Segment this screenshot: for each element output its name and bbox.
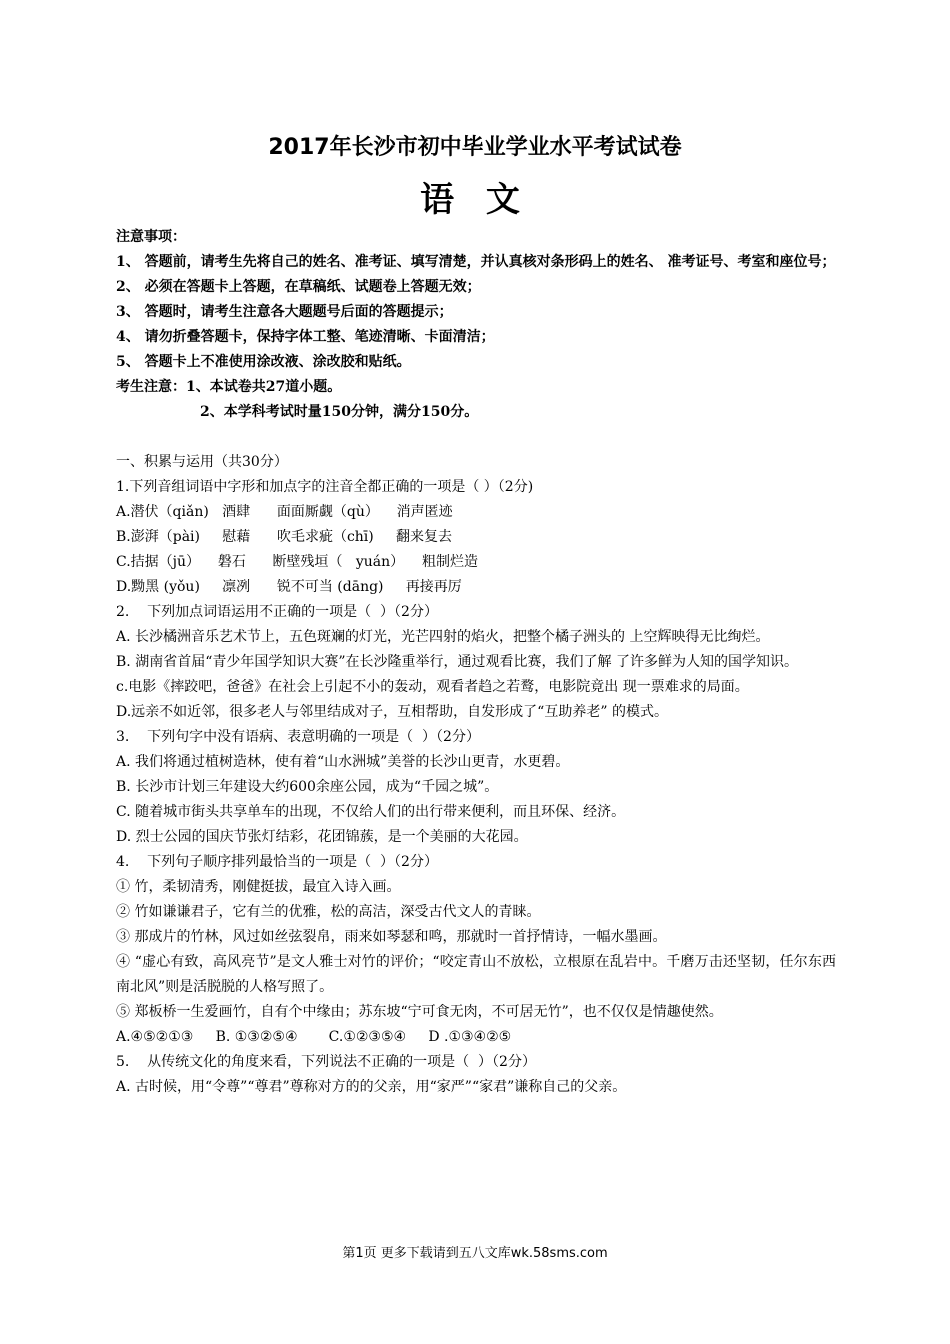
notice-item-1: 1、 答题前，请考生先将自己的姓名、准考证、填写清楚，并认真核对条形码上的姓名、 准考证号、考室和座位号； [116, 254, 836, 270]
q1-option-b: B.澎湃（pài) 慰藉 吹毛求疵（chī) 翻来复去 [116, 529, 452, 545]
page-content [116, 225, 836, 1100]
q3-option-a: A. 我们将通过植树造林，使有着“山水洲城”美誉的长沙山更青，水更碧。 [116, 754, 570, 770]
q4-sentence-5: ⑤ 郑板桥一生爱画竹，自有个中缘由；苏东坡“宁可食无肉，不可居无竹”，也不仅仅是情趣使然。 [116, 1004, 723, 1020]
q4-sentence-1: ① 竹，柔韧清秀，刚健挺拔，最宜入诗入画。 [116, 879, 401, 895]
notice-item-5: 5、 答题卡上不准使用涂改液、涂改胶和贴纸。 [116, 354, 411, 370]
notice-item-2: 2、 必须在答题卡上答题，在草稿纸、试题卷上答题无效； [116, 279, 481, 295]
q1-stem: 1.下列音组词语中字形和加点字的注音全都正确的一项是（ ）（2分) [116, 479, 534, 495]
q2-option-a: A. 长沙橘洲音乐艺术节上，五色斑斓的灯光，光芒四射的焰火，把整个橘子洲头的 上空辉映得无比绚烂。 [116, 629, 770, 645]
q1-option-a: A.潜伏（qiǎn) 酒肆 面面厮觑（qù） 消声匿迹 [116, 504, 453, 520]
q4-sentence-4: ④ “虚心有致，高风亮节”是文人雅士对竹的评价；“咬定青山不放松，立根原在乱岩中。千磨万击还坚韧，任尔东西南北风”则是活脱脱的人格写照了。 [116, 954, 836, 995]
q2-option-b: B. 湖南省首届“青少年国学知识大赛”在长沙隆重举行，通过观看比赛，我们了解 了许多鲜为人知的国学知识。 [116, 654, 798, 670]
exam-note-2: 2、本学科考试时量150分钟，满分150分。 [200, 404, 479, 420]
exam-title: 2017年长沙市初中毕业学业水平考试试卷 [268, 135, 682, 160]
q3-stem: 3. 下列句字中没有语病、表意明确的一项是（ ）（2分） [116, 729, 480, 745]
q2-option-d: D.远亲不如近邻，很多老人与邻里结成对子，互相帮助，自发形成了“互助养老” 的模式。 [116, 704, 668, 720]
q1-option-c: C.拮据（jū） 磐石 断壁残垣（ yuán） 粗制烂造 [116, 554, 478, 570]
q5-option-a: A. 古时候，用“令尊”“尊君”尊称对方的的父亲，用“家严”“家君”谦称自己的父亲。 [116, 1079, 627, 1095]
q4-stem: 4. 下列句子顺序排列最恰当的一项是（ ）（2分） [116, 854, 438, 870]
q2-stem: 2. 下列加点词语运用不正确的一项是（ ）（2分） [116, 604, 438, 620]
q2-option-c: c.电影《摔跤吧，爸爸》在社会上引起不小的轰动，观看者趋之若鹜，电影院竟出 现一票难求的局面。 [116, 679, 749, 695]
notice-heading: 注意事项： [116, 229, 186, 245]
notice-item-3: 3、 答题时，请考生注意各大题题号后面的答题提示； [116, 304, 453, 320]
q4-sentence-3: ③ 那成片的竹林，风过如丝弦裂帛，雨来如琴瑟和鸣，那就时一首抒情诗，一幅水墨画。 [116, 929, 667, 945]
q3-option-d: D. 烈士公园的国庆节张灯结彩，花团锦蔟，是一个美丽的大花园。 [116, 829, 528, 845]
q3-option-b: B. 长沙市计划三年建设大约600余座公园，成为“千园之城”。 [116, 779, 499, 795]
q4-sentence-2: ② 竹如谦谦君子，它有兰的优雅，松的高洁，深受古代文人的青睐。 [116, 904, 541, 920]
q3-option-c: C. 随着城市街头共享单车的出现，不仅给人们的出行带来便利，而且环保、经济。 [116, 804, 626, 820]
exam-note-1: 考生注意：1、本试卷共27道小题。 [116, 379, 342, 395]
page-footer: 第1页 更多下载请到五八文库wk.58sms.com [342, 1246, 608, 1261]
notice-item-4: 4、 请勿折叠答题卡，保持字体工整、笔迹清晰、卡面清洁； [116, 329, 495, 345]
q5-stem: 5. 从传统文化的角度来看，下列说法不正确的一项是（ ）（2分） [116, 1054, 536, 1070]
subject-title: 语 文 [420, 180, 530, 220]
section-title: 一、积累与运用（共30分） [116, 454, 288, 470]
blank-line [116, 425, 836, 450]
q4-options: A.④⑤②①③ B. ①③②⑤④ C.①②③⑤④ D .①③④②⑤ [116, 1029, 512, 1045]
q1-option-d: D.黝黑 (yǒu) 凛冽 锐不可当 (dāng) 再接再厉 [116, 579, 462, 595]
